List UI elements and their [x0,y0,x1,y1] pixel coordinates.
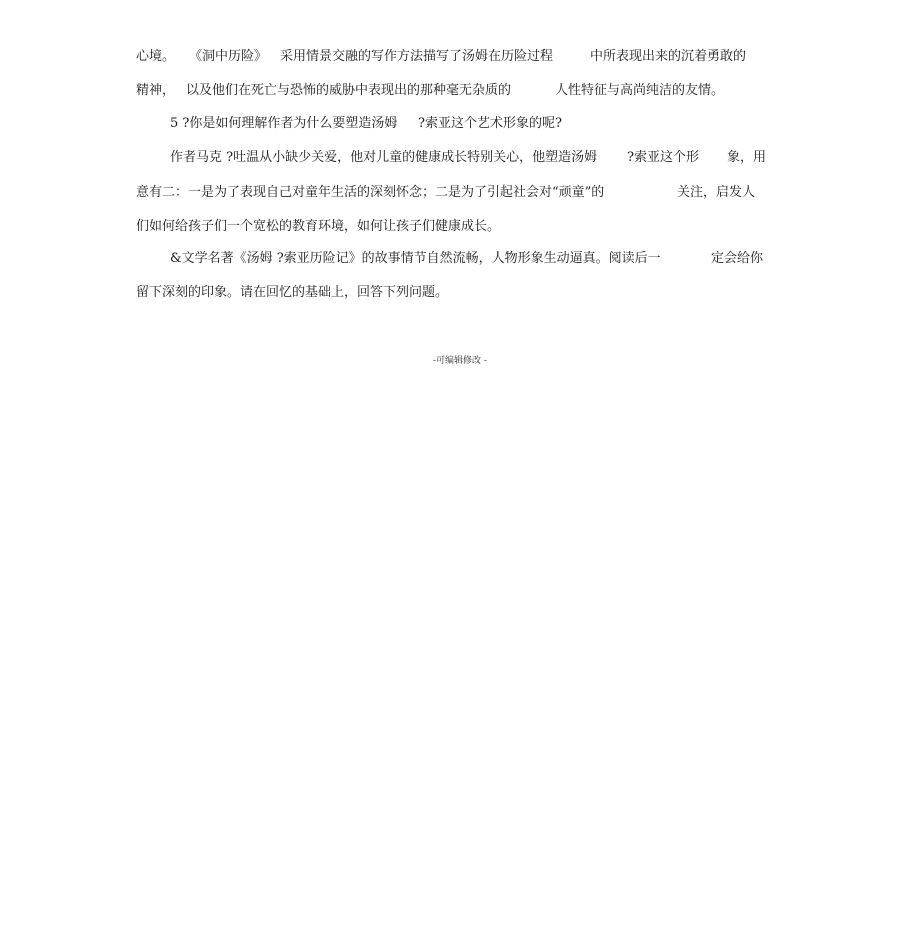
page-footer: -可编辑修改 - [433,356,487,366]
text-segment: 人性特征与高尚纯洁的友情。 [555,83,725,98]
paragraph-line-4 [0,150,920,166]
text-segment: 关注，启发人 [677,185,756,200]
text-segment: 定会给你 [711,251,764,266]
text-segment: &文学名著《汤姆 ?索亚历险记》的故事情节自然流畅，人物形象生动逼真。阅读后一 [170,251,661,266]
text-segment: 们如何给孩子们一个宽松的教育环境，如何让孩子们健康成长。 [136,219,501,234]
text-segment: 采用情景交融的写作方法描写了汤姆在历险过程 [280,49,554,64]
paragraph-line-8 [0,285,920,301]
paragraph-line-1 [0,49,920,65]
text-segment: 象，用 [727,150,767,165]
question-line-6 [0,251,920,267]
text-segment: 心境。 [136,49,176,64]
text-segment: ?索亚这个形 [627,150,699,165]
text-segment: 作者马克 ?吐温从小缺少关爱，他对儿童的健康成长特别关心，他塑造汤姆 [170,150,598,165]
text-segment: 意有二：一是为了表现自己对童年生活的深刻怀念；二是为了引起社会对“顽童”的 [136,185,605,200]
text-segment: ?索亚这个艺术形象的呢? [418,116,562,131]
text-segment: 精神， [136,83,176,98]
text-segment: 《洞中历险》 [189,49,268,64]
text-segment: 5 ?你是如何理解作者为什么要塑造汤姆 [170,116,398,131]
paragraph-line-2 [0,83,920,99]
paragraph-line-5 [0,185,920,201]
text-segment: 留下深刻的印象。请在回忆的基础上，回答下列问题。 [136,285,449,300]
question-line-5 [0,116,920,132]
text-segment: 以及他们在死亡与恐怖的威胁中表现出的那种毫无杂质的 [186,83,512,98]
paragraph-line-6 [0,219,920,235]
text-segment: 中所表现出来的沉着勇敢的 [590,49,747,64]
